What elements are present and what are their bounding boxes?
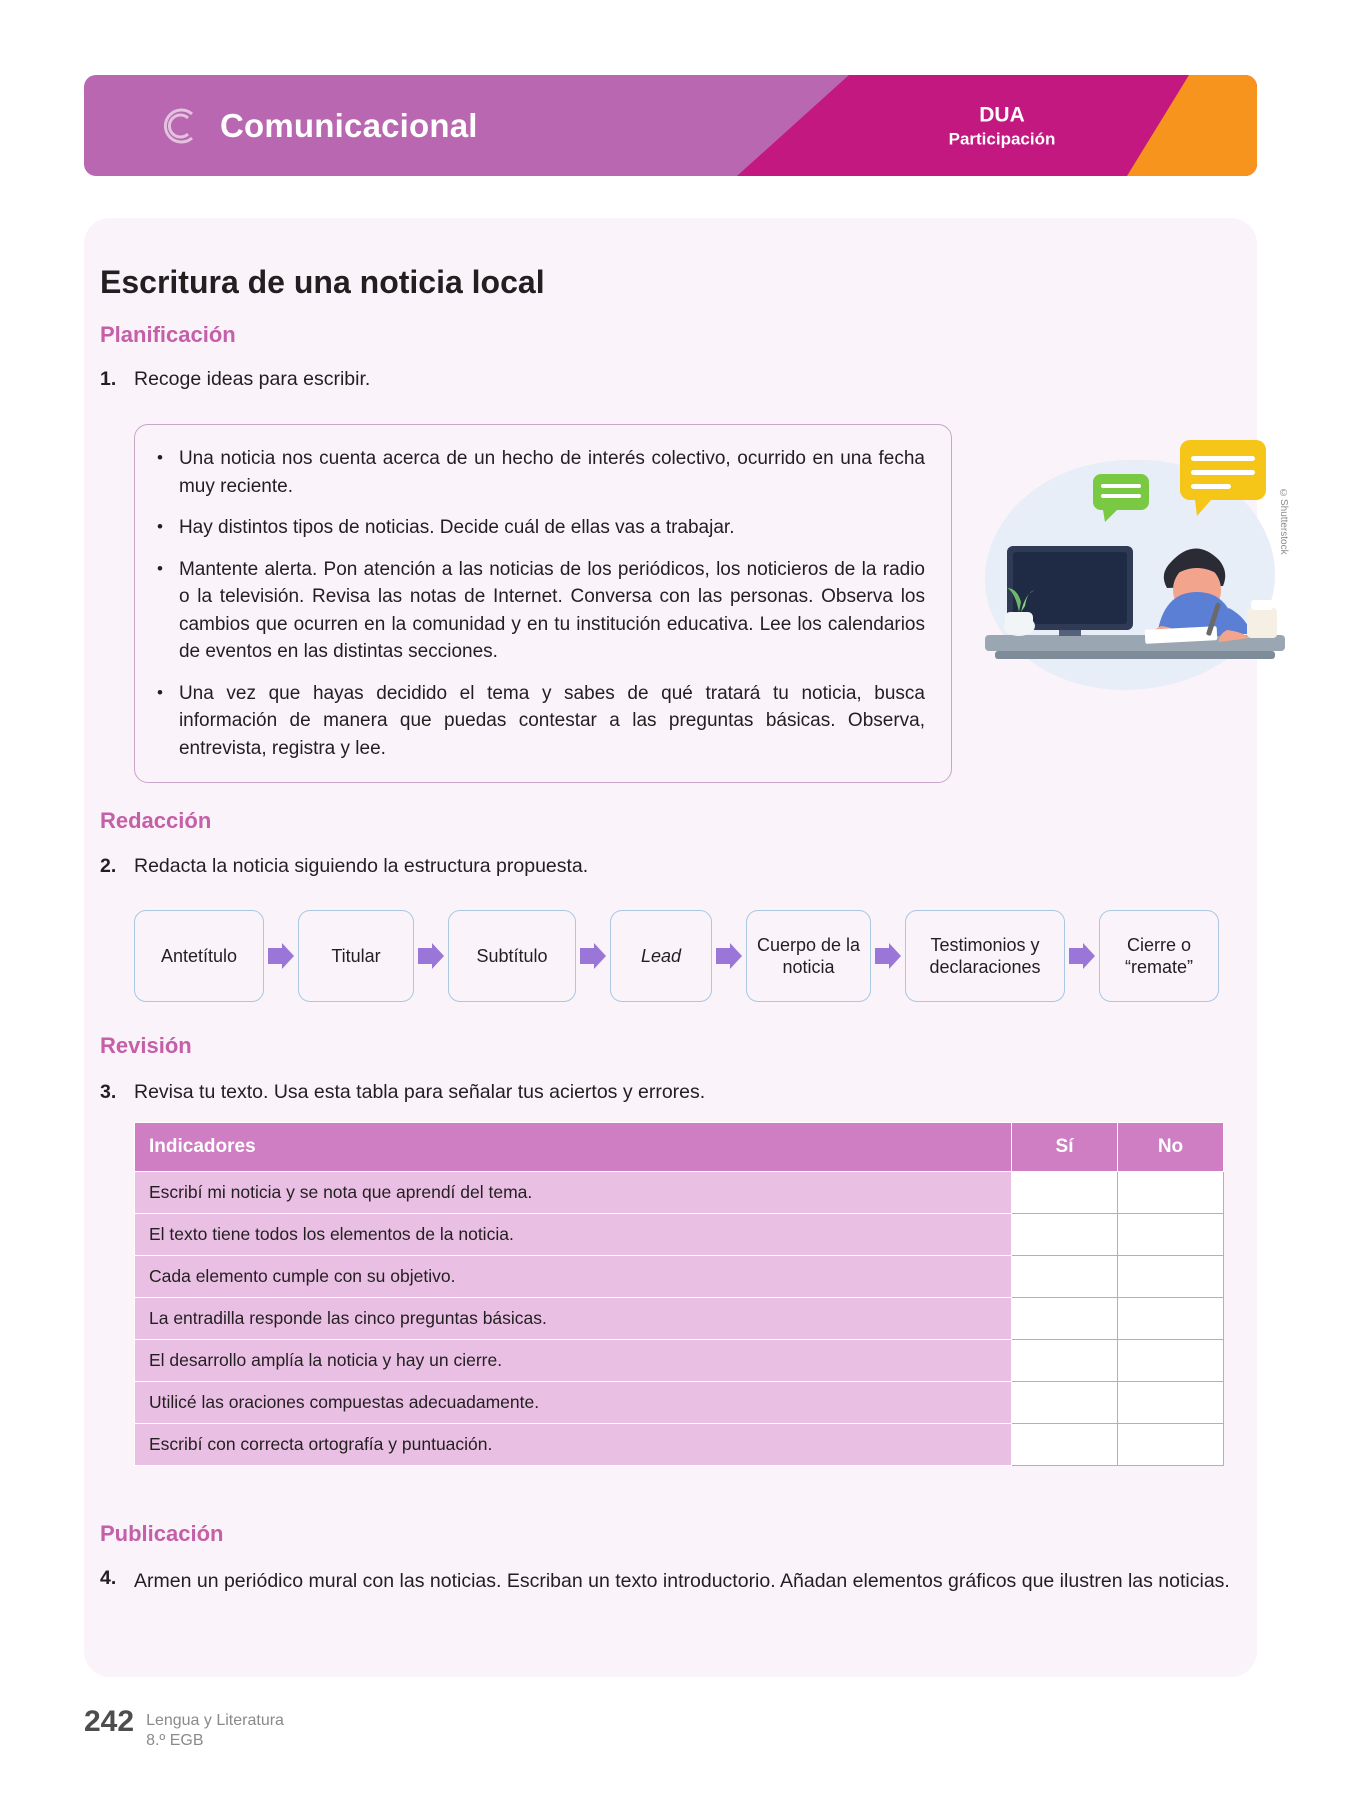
indicator-text: El texto tiene todos los elementos de la noticia. (135, 1214, 1012, 1256)
checkbox-si[interactable] (1012, 1172, 1118, 1214)
list-item (157, 514, 925, 542)
list-item (157, 680, 925, 763)
table-row (135, 1298, 1224, 1340)
flow-step-lead: Lead (610, 910, 712, 1002)
table-row (135, 1214, 1224, 1256)
checkbox-si[interactable] (1012, 1256, 1118, 1298)
column-header-si: Sí (1012, 1123, 1118, 1172)
checkbox-si[interactable] (1012, 1298, 1118, 1340)
flow-step-subtitulo: Subtítulo (448, 910, 576, 1002)
footer-subject: Lengua y Literatura (146, 1712, 284, 1729)
step-2 (100, 855, 1000, 878)
checkbox-no[interactable] (1118, 1172, 1224, 1214)
step-4 (100, 1567, 1230, 1595)
section-heading-publicacion: Publicación (100, 1521, 224, 1546)
list-item-text: Mantente alerta. Pon atención a las noticias de los periódicos, los noticieros de la radio o la televisión. Revisa las notas de Internet. Conversa con las personas. Observa los cambios que ocurren en la comunidad y en tu institución educativa. Lee los calendarios de eventos en las distintas secciones. (178, 558, 925, 663)
dua-sublabel: Participación (948, 129, 1056, 148)
table-row (135, 1340, 1224, 1382)
table-header-row (135, 1123, 1224, 1172)
checkbox-no[interactable] (1118, 1298, 1224, 1340)
self-assessment-table (134, 1122, 1224, 1466)
checkbox-no[interactable] (1118, 1382, 1224, 1424)
list-item (157, 556, 925, 666)
list-item-text: Hay distintos tipos de noticias. Decide cuál de ellas vas a trabajar. (178, 517, 735, 539)
page-number: 242 (84, 1705, 135, 1738)
step-3-text: Revisa tu texto. Usa esta tabla para señalar tus aciertos y errores. (134, 1081, 706, 1103)
checkbox-no[interactable] (1118, 1256, 1224, 1298)
c-monogram-icon (158, 104, 202, 148)
step-2-number: 2. (100, 855, 117, 877)
checkbox-si[interactable] (1012, 1382, 1118, 1424)
footer-meta (146, 1705, 284, 1751)
list-item (157, 445, 925, 500)
arrow-right-icon (414, 943, 448, 969)
table-row (135, 1256, 1224, 1298)
checkbox-si[interactable] (1012, 1340, 1118, 1382)
arrow-right-icon (576, 943, 610, 969)
list-item-text: Una noticia nos cuenta acerca de un hecho de interés colectivo, ocurrido en una fecha muy reciente. (178, 448, 925, 497)
checkbox-no[interactable] (1118, 1214, 1224, 1256)
list-item-text: Una vez que hayas decidido el tema y sabes de qué tratará tu noticia, busca información de manera que puedas contestar a las preguntas básicas. Observa, entrevista, registra y lee. (178, 682, 925, 759)
bullet-icon: • (157, 682, 163, 702)
step-2-text: Redacta la noticia siguiendo la estructura propuesta. (134, 855, 589, 877)
column-header-no: No (1118, 1123, 1224, 1172)
checkbox-si[interactable] (1012, 1214, 1118, 1256)
indicator-text: Escribí mi noticia y se nota que aprendí del tema. (135, 1172, 1012, 1214)
arrow-right-icon (1065, 943, 1099, 969)
step-4-text: Armen un periódico mural con las noticias. Escriban un texto introductorio. Añadan elementos gráficos que ilustren las noticias. (134, 1570, 1230, 1592)
table-row (135, 1424, 1224, 1466)
indicator-text: Utilicé las oraciones compuestas adecuadamente. (135, 1382, 1012, 1424)
checkbox-si[interactable] (1012, 1424, 1118, 1466)
bullet-icon: • (157, 448, 163, 467)
image-credit: ©Shutterstock (1278, 488, 1289, 555)
page-header (84, 75, 1257, 176)
step-1-text: Recoge ideas para escribir. (134, 368, 371, 390)
dua-label: DUA (979, 102, 1025, 126)
flow-step-titular: Titular (298, 910, 414, 1002)
flow-step-antetitulo: Antetítulo (134, 910, 264, 1002)
bullet-icon: • (157, 558, 163, 578)
flow-step-cuerpo: Cuerpo de la noticia (746, 910, 871, 1002)
checkbox-no[interactable] (1118, 1424, 1224, 1466)
illustration-student-writing (975, 430, 1305, 730)
news-structure-flow (134, 908, 1224, 1004)
header-title: Comunicacional (220, 106, 478, 144)
step-1 (100, 368, 1000, 391)
bullet-icon: • (157, 517, 163, 537)
step-3-number: 3. (100, 1081, 117, 1103)
flow-step-testimonios: Testimonios y declaraciones (905, 910, 1065, 1002)
speech-bubble-yellow (1180, 440, 1266, 516)
section-heading-revision: Revisión (100, 1033, 192, 1058)
step-3 (100, 1081, 1000, 1104)
footer-grade: 8.º EGB (146, 1732, 204, 1749)
arrow-right-icon (712, 943, 746, 969)
section-heading-planificacion: Planificación (100, 322, 236, 347)
indicator-text: La entradilla responde las cinco preguntas básicas. (135, 1298, 1012, 1340)
step-1-number: 1. (100, 368, 117, 390)
indicator-text: Escribí con correcta ortografía y puntuación. (135, 1424, 1012, 1466)
step-4-number: 4. (100, 1567, 117, 1589)
section-heading-redaccion: Redacción (100, 808, 212, 833)
flow-step-cierre: Cierre o “remate” (1099, 910, 1219, 1002)
speech-bubble-green (1093, 474, 1149, 522)
arrow-right-icon (264, 943, 298, 969)
arrow-right-icon (871, 943, 905, 969)
table-row (135, 1172, 1224, 1214)
table-row (135, 1382, 1224, 1424)
column-header-indicadores: Indicadores (135, 1123, 1012, 1172)
indicator-text: Cada elemento cumple con su objetivo. (135, 1256, 1012, 1298)
page-title: Escritura de una noticia local (100, 264, 545, 301)
indicator-text: El desarrollo amplía la noticia y hay un cierre. (135, 1340, 1012, 1382)
ideas-bullet-box (134, 424, 952, 783)
dua-badge (877, 102, 1127, 150)
checkbox-no[interactable] (1118, 1340, 1224, 1382)
page-footer (84, 1705, 284, 1751)
